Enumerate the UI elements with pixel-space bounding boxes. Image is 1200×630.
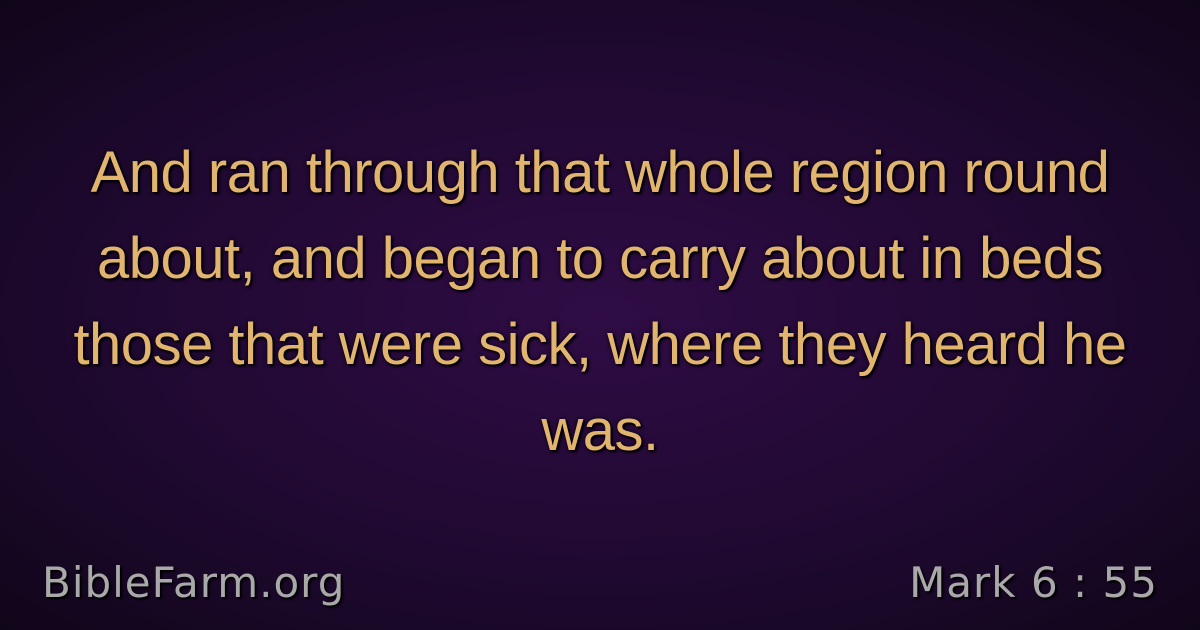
verse-reference: Mark 6 : 55 [909, 558, 1158, 607]
verse-text: And ran through that whole region round about, and began to carry about in beds those that were sick, where they heard he was. [73, 140, 1127, 463]
site-name: BibleFarm.org [42, 558, 346, 607]
